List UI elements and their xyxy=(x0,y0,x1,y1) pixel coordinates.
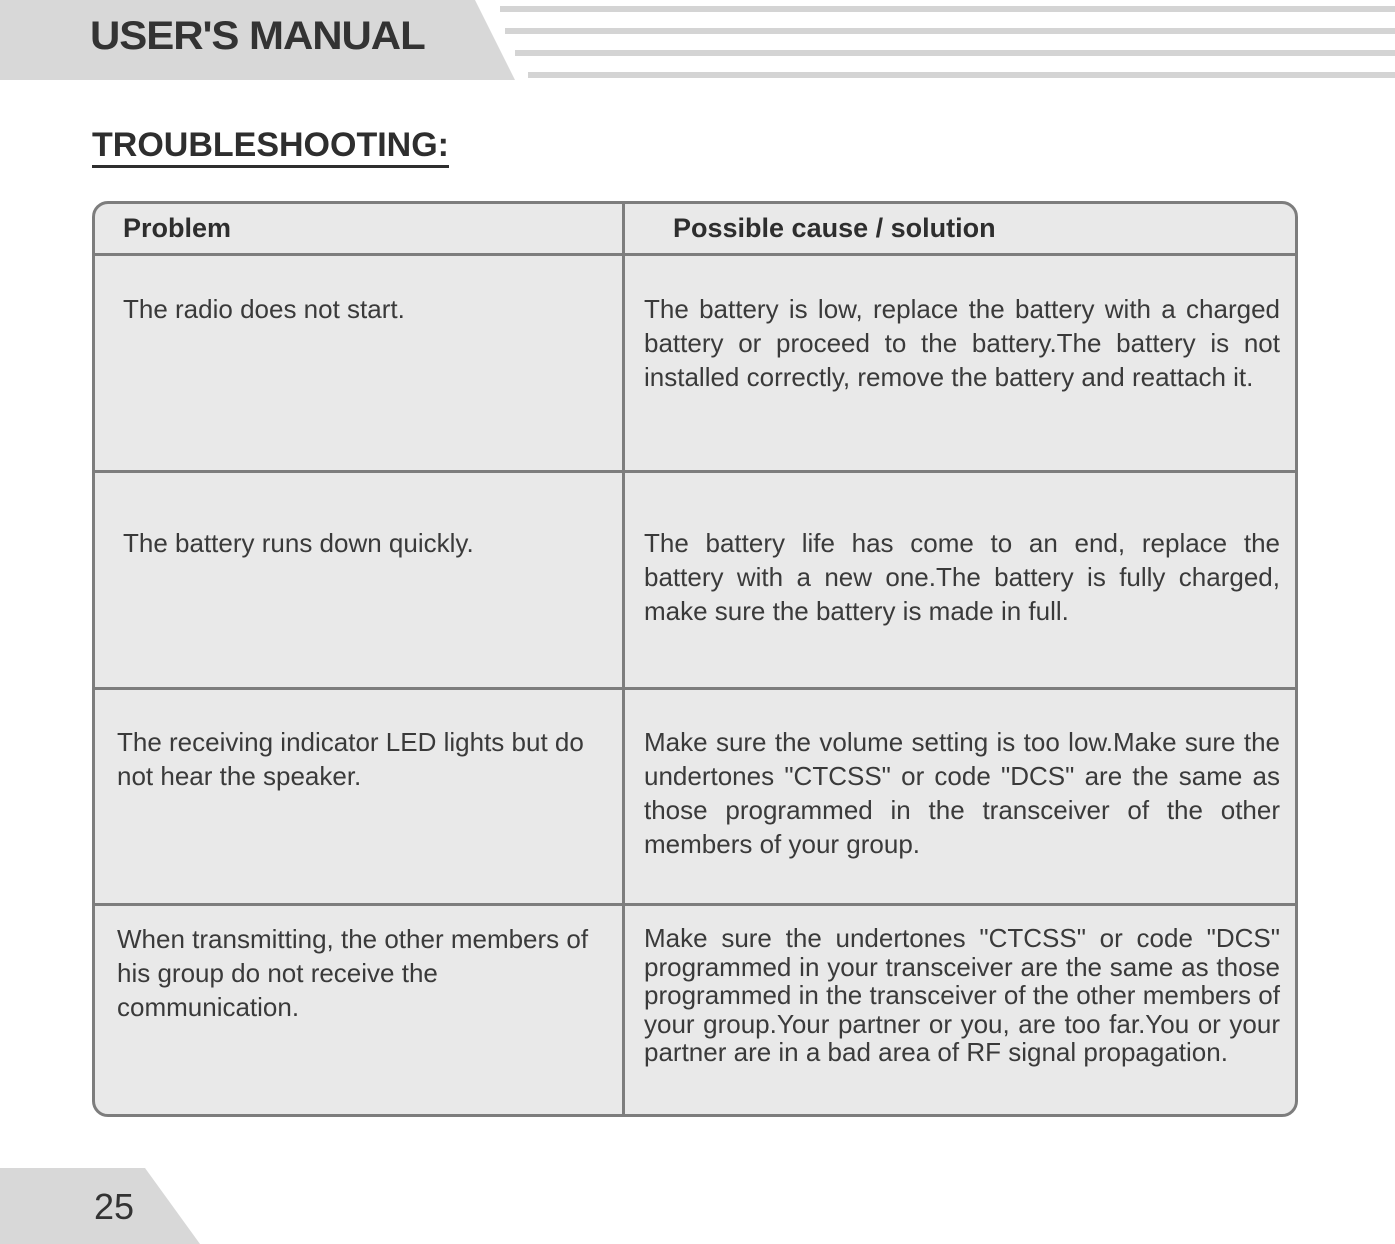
header-decoration-line xyxy=(500,6,1395,12)
column-divider xyxy=(622,204,625,1114)
solution-cell: Make sure the volume setting is too low.Make sure the undertones "CTCSS" or code "DCS" are the same as those programmed in the transceiver of the other members of your group. xyxy=(644,727,1280,859)
header-decoration-line xyxy=(515,50,1395,56)
problem-cell: The radio does not start. xyxy=(123,294,405,324)
solution-cell: The battery life has come to an end, replace the battery with a new one.The battery is fully charged, make sure the battery is made in full. xyxy=(644,528,1280,626)
manual-title: USER'S MANUAL xyxy=(90,14,425,58)
problem-cell: When transmitting, the other members of his group do not receive the communication. xyxy=(117,924,589,1022)
solution-cell: Make sure the undertones "CTCSS" or code "DCS" programmed in your transceiver are the same as those programmed in the transceiver of the other members of your group.Your partner or you, are too far.You or your partner are in a bad area of RF signal propagation. xyxy=(644,923,1280,1067)
header-decoration-line xyxy=(528,72,1395,78)
table-header-row xyxy=(95,204,1295,256)
solution-cell: The battery is low, replace the battery with a charged battery or proceed to the battery.The battery is not installed correctly, remove the battery and reattach it. xyxy=(644,294,1280,392)
page-number: 25 xyxy=(94,1186,135,1227)
section-title: TROUBLESHOOTING: xyxy=(92,126,449,168)
table-row xyxy=(95,906,1295,1117)
problem-cell: The receiving indicator LED lights but do not hear the speaker. xyxy=(117,727,584,791)
header-solution: Possible cause / solution xyxy=(673,213,996,243)
problem-cell: The battery runs down quickly. xyxy=(123,528,474,558)
table-row xyxy=(95,690,1295,906)
header-decoration-line xyxy=(505,28,1395,34)
header-problem: Problem xyxy=(123,213,232,243)
table-row xyxy=(95,256,1295,473)
table-row xyxy=(95,473,1295,690)
troubleshooting-table xyxy=(92,201,1298,1117)
